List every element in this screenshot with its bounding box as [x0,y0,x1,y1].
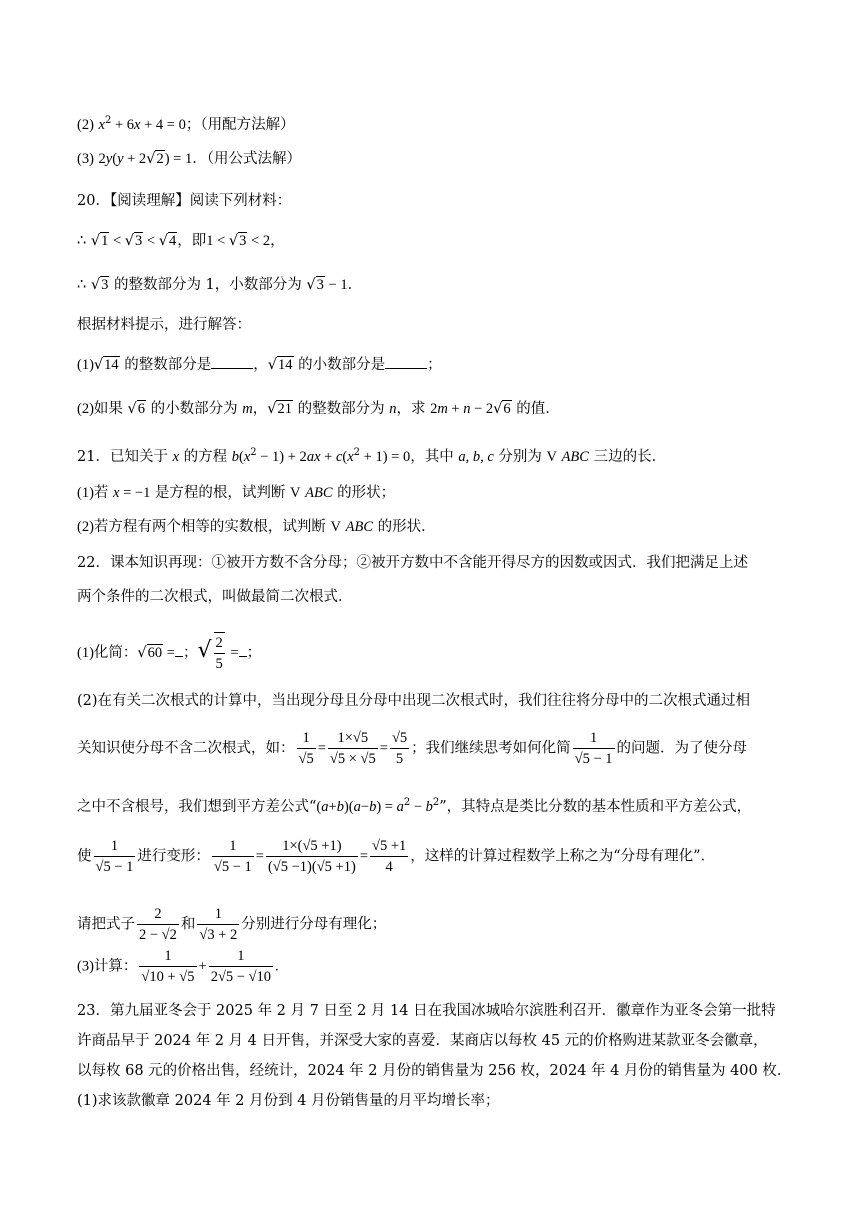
problem-20-title: 20．【阅读理解】阅读下列材料： [77,193,292,209]
problem-22-part-2-line-4: 使 $\frac{1}{√5 - 1}$ 进行变形： $\frac{1}{√5 - 1}$ = $\frac{1\times(√5 +1)}{(√5 -1)(√5 +1)}$ = $\frac{√5 +1}{4}$ ，这样的计算过程数学上称之为“分母有理化”． [77,838,716,875]
problem-22-part-2-line-2: 关知识使分母不含二次根式，如： $\frac{1}{√5}$ = $\frac{1\times√5}{√5 \times √5}$ = $\frac{√5}{5}$ ；我们继续思考如何化简 $\frac{1}{√5 - 1}$ 的问题．为了使分母 [77,730,748,767]
problem-21-part-1: (1)若 x = −1 是方程的根，试判断 V ABC 的形状； [77,485,396,501]
problem-22-stem-1: 22．课本知识再现：①被开方数不含分母；②被开方数中不含能开得尽方的因数或因式．我们把满足上述 [77,555,748,571]
problem-22-part-2-line-1: (2)在有关二次根式的计算中，当出现分母且分母中出现二次根式时，我们往往将分母中的二次根式通过相 [77,693,751,709]
material-line-1: ∴ √1 < √3 < √4，即1 < √3 < 2， [77,233,285,249]
problem-22-part-1: (1)化简：√60 = ；√ $\frac{2}{5}$ = ； [77,632,800,674]
problem-22-stem-2: 两个条件的二次根式，叫做最简二次根式． [77,589,353,605]
problem-23-stem-3: 以每枚 68 元的价格出售，经统计，2024 年 2 月份的销售量为 256 枚，2024 年 4 月份的销售量为 400 枚． [77,1063,792,1079]
problem-23-stem-1: 23．第九届亚冬会于 2025 年 2 月 7 日至 2 月 14 日在我国冰城哈尔滨胜利召开．徽章作为亚冬会第一批特 [77,1003,776,1019]
problem-23-part-1: (1)求该款徽章 2024 年 2 月份到 4 月份销售量的月平均增长率； [77,1093,500,1109]
material-line-2: ∴ √3 的整数部分为 1，小数部分为 √3 − 1． [77,277,363,293]
problem-22-part-3: (3)计算： $\frac{1}{√10 + √5}$ + $\frac{1}{2√5 - √10}$ . [77,948,279,985]
problem-22-part-2-task: 请把式子 $\frac{2}{2 - √2}$ 和 $\frac{1}{√3 + 2}$ 分别进行分母有理化； [77,906,387,943]
problem-22-part-2-line-3: 之中不含根号，我们想到平方差公式“$(a+b)(a-b) = a^2 - b^2$”，其特点是类比分数的基本性质和平方差公式， [77,797,752,815]
problem-21-stem: 21．已知关于 x 的方程 $b(x^2 - 1) + 2ax + c(x^2 + 1) = 0$，其中 a, b, c 分别为 V ABC 三边的长． [77,447,667,465]
problem-19-part-3: (3) 2y(y + 2√2) = 1．（用公式法解） [77,151,301,167]
problem-21-part-2: (2)若方程有两个相等的实数根，试判断 V ABC 的形状． [77,519,436,535]
material-hint: 根据材料提示，进行解答： [77,317,251,333]
problem-23-stem-2: 许商品早于 2024 年 2 月 4 日开售，并深受大家的喜爱．某商店以每枚 45 元的价格购进某款亚冬会徽章， [77,1033,768,1049]
problem-20-part-2: (2)如果 √6 的小数部分为 m，√21 的整数部分为 n，求 2m + n − 2√6 的值． [77,401,560,417]
problem-19-part-2: (2) $x^2 + 6x + 4 = 0$；（用配方法解） [77,115,295,133]
problem-20-part-1: (1)√14 的整数部分是 ，√14 的小数部分是 ； [77,354,800,376]
